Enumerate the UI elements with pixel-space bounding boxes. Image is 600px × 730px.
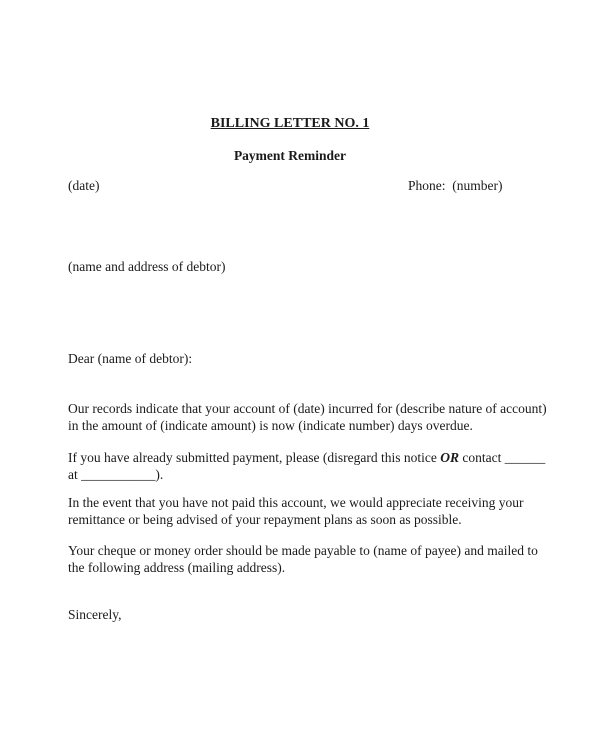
paragraph-payment-instructions [68, 543, 558, 576]
letter-title: BILLING LETTER NO. 1 [210, 116, 370, 131]
paragraph-line: Our records indicate that your account of (date) incurred for (describe nature of account) [68, 401, 547, 416]
closing: Sincerely, [68, 607, 122, 622]
paragraph-text: If you have already submitted payment, please (disregard this notice [68, 450, 441, 465]
phone-placeholder: Phone: (number) [408, 178, 503, 193]
paragraph-line: Your cheque or money order should be made payable to (name of payee) and mailed to [68, 543, 538, 558]
paragraph-line: remittance or being advised of your repayment plans as soon as possible. [68, 511, 462, 527]
letter-subtitle: Payment Reminder [233, 148, 347, 163]
paragraph-line: in the amount of (indicate amount) is now (indicate number) days overdue. [68, 417, 473, 433]
emphasis-or: OR [440, 450, 460, 465]
paragraph-overdue-notice [68, 401, 558, 434]
date-placeholder: (date) [68, 178, 100, 193]
paragraph-line: at ___________). [68, 466, 164, 482]
paragraph-already-paid [68, 450, 558, 483]
debtor-address-placeholder: (name and address of debtor) [68, 259, 226, 274]
paragraph-line [68, 450, 558, 467]
salutation: Dear (name of debtor): [68, 351, 193, 366]
paragraph-not-paid [68, 495, 558, 528]
paragraph-line: In the event that you have not paid this account, we would appreciate receiving your [68, 495, 524, 510]
paragraph-text: contact ______ [459, 450, 546, 465]
paragraph-line: the following address (mailing address). [68, 559, 286, 575]
